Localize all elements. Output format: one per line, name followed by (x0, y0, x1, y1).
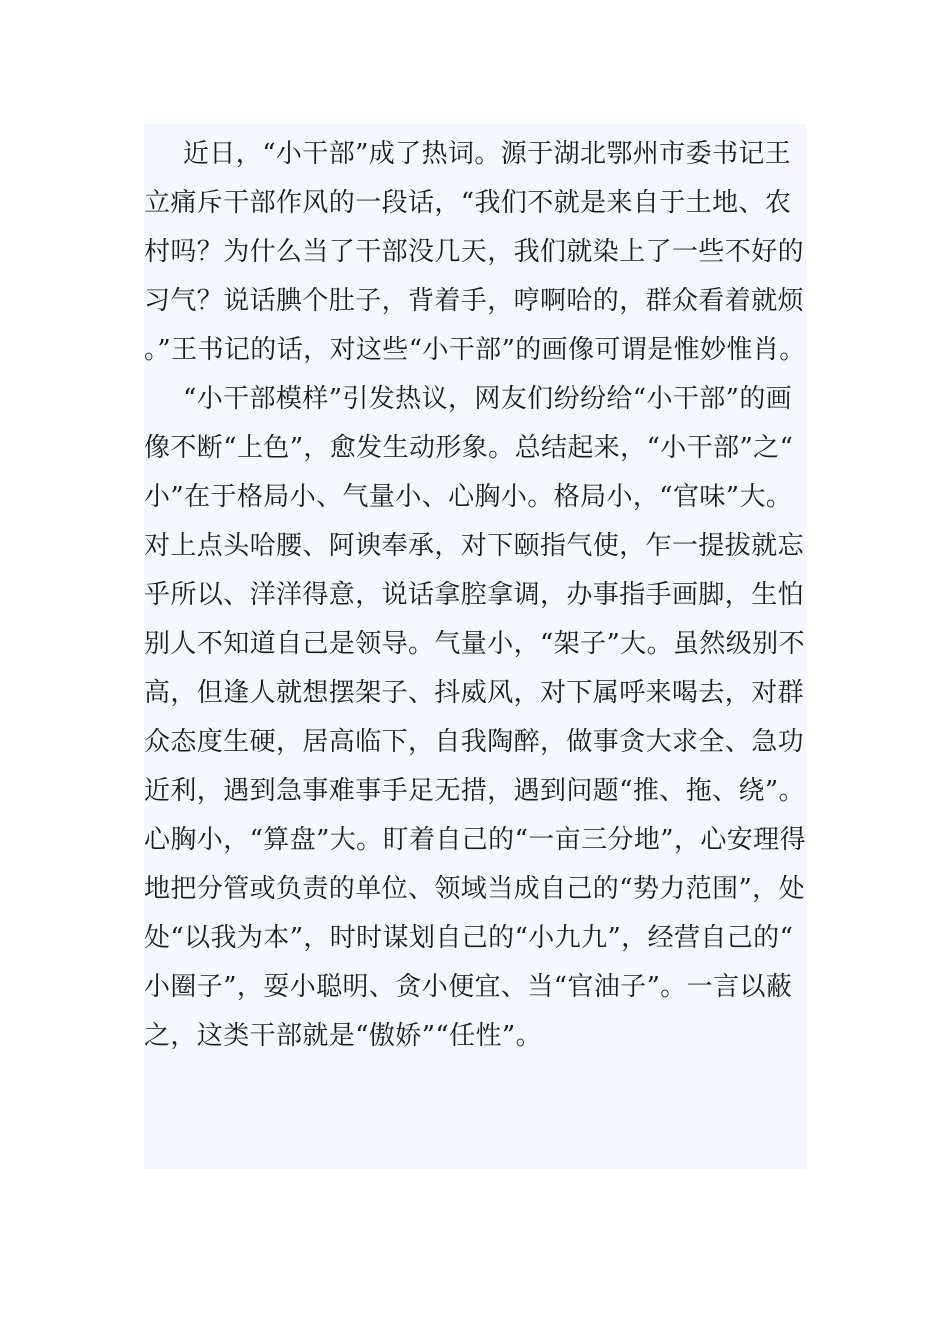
paragraph-1: 近日，“小干部”成了热词。源于湖北鄂州市委书记王立痛斥干部作风的一段话，“我们不就是来自于土地、农村吗？为什么当了干部没几天，我们就染上了一些不好的习气？说话腆个肚子，背着手，哼啊哈的，群众看着就烦。”王书记的话，对这些“小干部”的画像可谓是惟妙惟肖。 (144, 139, 806, 365)
article-text-block (144, 124, 806, 1169)
paragraph-2: “小干部模样”引发热议，网友们纷纷给“小干部”的画像不断“上色”，愈发生动形象。总结起来，“小干部”之“小”在于格局小、气量小、心胸小。格局小，“官味”大。对上点头哈腰、阿谀奉承，对下颐指气使，乍一提拔就忘乎所以、洋洋得意，说话拿腔拿调，办事指手画脚，生怕别人不知道自己是领导。气量小，“架子”大。虽然级别不高，但逢人就想摆架子、抖威风，对下属呼来喝去，对群众态度生硬，居高临下，自我陶醉，做事贪大求全、急功近利，遇到急事难事手足无措，遇到问题“推、拖、绕”。心胸小，“算盘”大。盯着自己的“一亩三分地”，心安理得地把分管或负责的单位、领域当成自己的“势力范围”，处处“以我为本”，时时谋划自己的“小九九”，经营自己的“小圈子”，耍小聪明、贪小便宜、当“官油子”。一言以蔽之，这类干部就是“傲娇”“任性”。 (144, 384, 806, 1051)
